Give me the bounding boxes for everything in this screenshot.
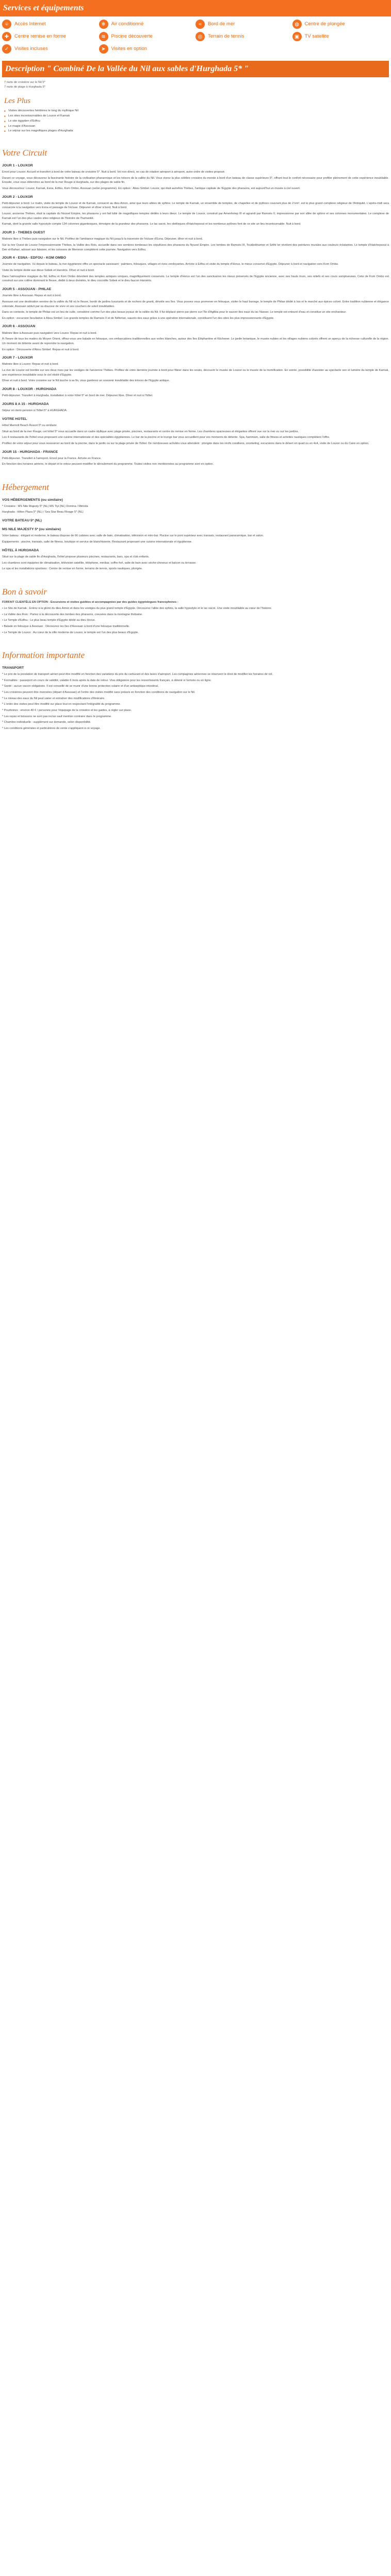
day-paragraph: Séjour en demi-pension à l'hôtel 5* à HURGHADA.	[2, 409, 68, 413]
hotel-line-2: Hurghada : Hilton Plaza 5* (NL) / Sea Star Beau Rivage 5* (NL)	[2, 511, 84, 514]
day-paragraph: Petit-déjeuner. Transfert à Hurghada. Installation à votre hôtel 5* en bord de mer. Déjeuner libre. Dîner et nuit à l'hôtel.	[2, 394, 153, 398]
services-grid	[0, 16, 391, 56]
hurghada-para-2: Les chambres sont équipées de climatisation, télévision satellite, téléphone, minibar, coffre-fort, salle de bain avec sèche-cheveux et balcon ou terrasse.	[2, 561, 197, 565]
nilboat-para-1: Votre bateau : élégant et moderne, le bateau dispose de 66 cabines avec salle de bain, climatisation, télévision et mini-bar. Piscine sur le pont supérieur avec transats, restaurant panoramique, bar et salon.	[2, 534, 264, 538]
beach-icon: ≈	[196, 20, 205, 29]
day-title: JOUR 5 - ASSOUAN - PHILAE	[2, 287, 52, 291]
nilboat-heading: VOTRE BATEAU 5* (NL)	[2, 519, 42, 523]
day-paragraph: La rive de Louxor est bordée sur ses deux rives par les vestiges de l'ancienne Thèbes. Profitez de votre dernière journée à bord pour flâner dans les souks, découvrir le musée de Louxor ou le musée de la momification. En soirée, possibilité d'assister au spectacle son et lumière du temple de Karnak, une expérience inoubliable sous le ciel étoilé d'Egypte.	[2, 369, 389, 377]
day-paragraph: Journée libre à Assouan. Repas et nuit à bord.	[2, 294, 62, 298]
good-to-know-paragraph: • Le Temple d'Edfou : Le plus beau temple d'Egypte dédié au dieu Horus.	[2, 619, 95, 622]
day-paragraph: Visite du temple dédié aux dieux Sobek et Haroëris. Dîner et nuit à bord.	[2, 269, 95, 273]
hotel-heading: Hébergement	[2, 482, 49, 493]
day-paragraph: Dans ce contexte, le temple de Philae est un lieu de culte, considéré comme l'un des plus beaux joyaux de la vallée du Nil. Il fut déplacé pierre par pierre sur l'île d'Agilkia pour le sauver des eaux du lac Nasser. Le temple est entouré d'eau et constitue un site enchanteur.	[2, 311, 347, 314]
plus-item: ■ Visites découvertes héritières le long du mythique Nil	[4, 109, 387, 114]
diving-icon: ◍	[292, 20, 302, 29]
good-to-know-list	[2, 600, 389, 635]
service-label: TV satellite	[304, 33, 329, 39]
service-item	[2, 20, 99, 29]
tennis-icon: ◎	[196, 32, 205, 41]
nilboat-subheading: MS NILE MAJESTY 5* (ou similaire)	[2, 528, 61, 532]
snowflake-icon: ❄	[99, 20, 108, 29]
good-to-know-paragraph: • Balade en felouque à Assouan : Découvrez les îles d'Assouan à bord d'une felouque traditionnelle.	[2, 625, 130, 629]
day-paragraph: Envol pour Louxor. Accueil et transfert à bord de votre bateau de croisière 5*. Nuit à bord. Vol non direct, en cas de rotation aéroport à aéroport, autre ordre de visites proposé.	[2, 170, 225, 174]
plus-list	[4, 109, 387, 134]
circuit-heading: Votre Circuit	[2, 148, 47, 158]
important-paragraph: * Le niveau des eaux du Nil peut varier et entraîner des modifications d'itinéraire.	[2, 697, 105, 700]
service-label: Bord de mer	[208, 21, 235, 27]
service-item	[99, 44, 196, 54]
day-paragraph: Dans l'atmosphère magique du Nil, Edfou et Kom Ombo dévoilent des temples antiques uniques, magnifiquement conservés. Le temple d'Horus est l'un des sanctuaires les mieux préservés de l'Egypte ancienne, avec ses hauts murs, ses reliefs et ses cours somptueuses. Celui de Kom Ombo est construit sur une colline dominant le fleuve, dédié à deux divinités, le dieu crocodile Sobek et le dieu faucon Haroëris.	[2, 275, 389, 283]
day-paragraph: À l'heure de tous les matins du Moyen Orient, offrez-vous une balade en felouque, ces embarcations traditionnelles aux voiles blanches, autour des îles Eléphantine et Kitchener. Le jardin botanique, le musée nubien et les villages nubiens colorés offrent un aperçu de la richesse culturelle de la région. Un moment de détente avant de reprendre la navigation.	[2, 337, 389, 345]
day-title: JOUR 7 - LOUXOR	[2, 356, 33, 360]
good-to-know-paragraph: • La Vallée des Rois : Partez à la découverte des tombes des pharaons, creusées dans la montagne thébaine.	[2, 613, 143, 616]
day-paragraph: En fonction des horaires aériens, le départ et le retour peuvent modifier le déroulement du programme. Toutes visites non mentionnées au programme sont en option.	[2, 463, 214, 466]
important-paragraph: * Formalités : passeport en cours de validité, valable 6 mois après la date de retour. Visa obligatoire pour les ressortissants français, à obtenir à l'arrivée ou en ligne.	[2, 679, 212, 682]
hurghada-para-1: Situé sur la plage de sable fin d'Hurghada, l'hôtel propose plusieurs piscines, restaurants, bars, spa et club enfants.	[2, 555, 150, 558]
service-item	[2, 44, 99, 54]
nights-line-2: 7 nuits de plage à Hurghada 5*	[4, 86, 45, 89]
service-item	[196, 32, 292, 41]
important-paragraph: * Les croisières peuvent être inversées (départ d'Assouan) et l'ordre des visites modifié sans préavis en fonction des conditions de navigation sur le Nil.	[2, 691, 196, 694]
day-paragraph: Karnak, dont la grande salle hypostyle compte 134 colonnes gigantesques, témoigne de la grandeur des pharaons. Le lac sacré, les obélisques d'Hatchepsout et les nombreux pylônes font de ce site un lieu incontournable. Nuit à bord.	[2, 223, 301, 226]
day-paragraph: Assouan est une destination sereine de la vallée du Nil où le fleuve, bordé de jardins luxuriants et de rochers de granit, dévoile ses îles. Vous pouvez vous promener en felouque, visiter le haut barrage, le temple de Philae dédié à Isis et le marché aux épices coloré. Entre tradition nubienne et élégance coloniale, Assouan séduit par sa douceur de vivre et ses couchers de soleil inoubliables.	[2, 300, 389, 308]
tv-icon: ▣	[292, 32, 302, 41]
plus-item: ■ Les sites incontournables de Louxor et Karnak	[4, 114, 387, 119]
day-paragraph: En option : excursion facultative à Abou Simbel. Les grands temples de Ramsès II et de Néfertari, sauvés des eaux grâce à une opération internationale, constituent l'un des sites les plus impressionnants d'Egypte.	[2, 316, 274, 320]
day-title: JOUR 15 - HURGHADA - FRANCE	[2, 450, 58, 454]
day-title: JOURS 8 A 15 - HURGHADA	[2, 402, 49, 406]
service-label: Accès Internet	[14, 21, 46, 27]
page	[0, 0, 391, 739]
day-paragraph: Sur la rive Ouest de Louxor l'impressionnante Thèbes, la Vallée des Rois, accueille dans ses sombres tombeaux les sépultures des pharaons du Nouvel Empire. Les tombes de Ramsès III, Toutânkhamon et Séthi Ier révèlent des peintures murales aux couleurs éclatantes. Le temple d'Hatchepsout à Deir el-Bahari, adossé aux falaises, et les colosses de Memnon complètent cette journée. Navigation vers Edfou.	[2, 243, 389, 251]
important-paragraph: * Santé : aucun vaccin obligatoire. Il est conseillé de se munir d'une bonne protection solaire et d'un antiseptique intestinal.	[2, 685, 159, 688]
day-paragraph: Matinée libre à Thèbes puis navigation sur le Nil. Profitez de l'ambiance magique du Nil jusqu'à la traversée de l'écluse d'Esna. Déjeuner, dîner et nuit à bord.	[2, 238, 203, 241]
day-title: JOUR 1 - LOUXOR	[2, 163, 33, 167]
nights-line-1: 7 nuits de croisière sur le Nil 5*	[4, 81, 45, 84]
day-title: VOTRE HOTEL	[2, 417, 27, 421]
day-title: JOUR 3 - THEBES OUEST	[2, 231, 45, 235]
service-label: Terrain de tennis	[208, 33, 245, 39]
route-icon: ➤	[99, 44, 108, 54]
service-label: Visites incluses	[14, 45, 48, 52]
pool-icon: ≋	[99, 32, 108, 41]
service-item	[196, 20, 292, 29]
description-heading: Description " Combiné De la Vallée du Nil aux sables d'Hurghada 5* "	[2, 61, 389, 77]
service-item	[2, 32, 99, 41]
service-item	[99, 20, 196, 29]
day-paragraph: Vous découvrirez: Louxor, Karnak, Esna, Edfou, Kom Ombo, Assouan (selon programme). En option : Abou Simbel. Louxor, qui était autrefois Thèbes, l'antique capitale de l'Egypte des pharaons, est aujourd'hui un musée à ciel ouvert.	[2, 187, 301, 190]
day-title: JOUR 8 - LOUXOR - HURGHADA	[2, 387, 57, 392]
service-item	[99, 32, 196, 41]
day-paragraph: Dîner et nuit à bord. Votre croisière sur le Nil touche à sa fin, vous garderez un souvenir inoubliable des trésors de l'Egypte antique.	[2, 379, 170, 383]
day-title: JOUR 6 - ASSOUAN	[2, 325, 36, 329]
circuit-days	[2, 163, 389, 467]
transport-heading: TRANSPORT	[2, 666, 24, 670]
good-to-know-paragraph: FORFAIT CLIENTÈLE EN OPTION - Excursions et visites guidées et accompagnées par des guides égyptologues francophones :	[2, 601, 178, 604]
day-paragraph: En option : Découverte d'Abou Simbel. Repas et nuit à bord.	[2, 348, 79, 351]
day-paragraph: Les 4 restaurants de l'hôtel vous proposent une cuisine internationale et des spécialités égyptiennes. Le bar de la piscine et le lounge bar vous accueillent pour vos moments de détente. Spa, hammam, salle de fitness et activités nautiques complètent l'offre.	[2, 436, 330, 439]
fitness-icon: ✚	[2, 32, 11, 41]
service-label: Centre de plongée	[304, 21, 345, 27]
day-paragraph: Profitez de votre séjour pour vous ressourcer au bord de la piscine, dans le jardin ou sur la plage privée de l'hôtel. De nombreuses activités vous attendent : plongée dans les récifs coralliens, snorkeling, excursions dans le désert en quad ou en 4x4, visite de Louxor ou du Caire en option.	[2, 442, 369, 445]
day-paragraph: Durant ce voyage, vous découvrez la fascinante histoire de la civilisation pharaonique et les trésors de la vallée du Nil. Vous vivrez la plus célèbre croisière du monde à bord d'un bateau de classe supérieure 5*, offrant tout le confort nécessaire pour profiter pleinement de cette expérience inoubliable. Ensuite, vous vous détendrez au bord de la mer Rouge à Hurghada, sur des plages de sable fin.	[2, 176, 389, 184]
service-label: Air conditionné	[111, 21, 144, 27]
day-paragraph: Petit-déjeuner. Transfert à l'aéroport. Envol pour la France. Arrivée en France.	[2, 456, 102, 460]
plus-heading: Les Plus	[4, 96, 31, 105]
service-label: Piscine découverte	[111, 33, 153, 39]
important-list	[2, 672, 389, 731]
good-to-know-paragraph: • Le Site de Karnak : Entrez à la gloire du dieu Amon et dans les vestiges du plus grand temple d'Egypte. Découvrez l'allée des sphinx, la salle hypostyle et le lac sacré. Une visite inoubliable au cœur de l'histoire.	[2, 607, 272, 611]
hotel-line-1: * Croisière : MS Nile Majesty 5* (NL) MS Tiyi (NL) Domina / Mirinda	[2, 504, 88, 508]
services-heading: Services et équipements	[0, 0, 391, 16]
day-paragraph: Situé au bord de la mer Rouge, cet hôtel 5* vous accueille dans un cadre idyllique avec plage privée, piscines, restaurants et centre de remise en forme. Les chambres spacieuses et élégantes offrent vue sur la mer ou sur les jardins.	[2, 430, 299, 433]
important-paragraph: * Le prix de la prestation de transport aérien peut être modifié en fonction des variations du prix du carburant et des taxes d'aéroport. Les compagnies aériennes se réservent le droit de modifier les horaires de vol.	[2, 673, 273, 676]
service-item	[292, 32, 389, 41]
day-paragraph: Journée de navigation. Vu depuis le bateau, la rive égyptienne offre un spectacle saisissant : palmiers, felouques, villages et rives verdoyantes. Arrivée à Edfou et visite du temple d'Horus, le mieux conservé d'Egypte. Déjeuner à bord et navigation vers Kom Ombo.	[2, 263, 339, 266]
hurghada-para-3: Le spa et les installations sportives : Centre de remise en forme, terrains de tennis, sports nautiques, plongée.	[2, 567, 143, 571]
service-item	[292, 20, 389, 29]
plus-item: ■ Le site égyptien d'Edfou	[4, 119, 387, 124]
wifi-icon: ⌾	[2, 20, 11, 29]
service-label: Visites en option	[111, 45, 148, 52]
plus-item: ■ Le séjour sur les magnifiques plages d'Hurghada	[4, 129, 387, 134]
day-title: JOUR 2 - LOUXOR	[2, 195, 33, 199]
important-paragraph: * Les conditions générales et particulières de vente s'appliquent à ce voyage.	[2, 726, 101, 730]
service-label: Centre remise en forme	[14, 33, 66, 39]
hurghada-hotel-heading: HÔTEL À HURGHADA	[2, 548, 39, 552]
ticket-icon: ✓	[2, 44, 11, 54]
day-paragraph: Hôtel Marriott Beach Resort 5* ou similaire	[2, 423, 57, 427]
important-paragraph: * Chambre individuelle : supplément sur demande, selon disponibilité.	[2, 721, 91, 724]
important-heading: Information importante	[2, 650, 85, 660]
day-paragraph: Louxor, ancienne Thèbes, était la capitale du Nouvel Empire, les pharaons y ont fait bâtir de magnifiques temples dédiés à leurs dieux. Le temple de Louxor, construit par Amenhotep III et agrandi par Ramsès II, impressionne par son allée de sphinx et ses colonnes monumentales. Le complexe de Karnak est l'un des plus vastes sites religieux de l'histoire de l'humanité.	[2, 212, 389, 220]
plus-item: ■ Le magie d'Assouan	[4, 124, 387, 129]
day-paragraph: Petit-déjeuner à bord. Le matin, visite du temple de Louxor et de Karnak, consacré au dieu Amon, ainsi que leurs allées de sphinx. Le temple de Karnak, un ensemble de temples, de chapelles et de pylônes couvrant plus de 2 km², est le plus grand complexe religieux de l'Antiquité. L'après-midi sera consacrée à la navigation vers Esna et passage de l'écluse. Déjeuner et dîner à bord. Nuit à bord.	[2, 201, 389, 210]
important-paragraph: * Pourboires : environ 40 € / personne pour l'équipage de la croisière et les guides, à régler sur place.	[2, 709, 132, 712]
nilboat-para-2: Équipements : piscine, transats, salle de fitness, boutique et service de blanchisserie. Restaurant proposant une cuisine internationale et égyptienne.	[2, 540, 192, 544]
good-to-know-paragraph: • Le Temple de Louxor : Au cœur de la ville moderne de Louxor, le temple est l'un des plus beaux d'Egypte.	[2, 631, 139, 634]
important-paragraph: * Les repas et boissons ne sont pas inclus sauf mention contraire dans le programme.	[2, 715, 112, 718]
hotel-subheading: VOS HÉBERGEMENTS (ou similaire)	[2, 498, 63, 502]
day-paragraph: Matinée libre à Louxor. Repas et nuit à bord.	[2, 363, 59, 366]
day-paragraph: Matinée libre à Assouan puis navigation vers Louxor. Repas et nuit à bord.	[2, 331, 97, 335]
important-paragraph: * L'ordre des visites peut être modifié sur place tout en respectant l'intégralité du programme.	[2, 703, 121, 706]
day-title: JOUR 4 - ESNA - EDFOU - KOM OMBO	[2, 256, 66, 260]
good-to-know-heading: Bon à savoir	[2, 586, 47, 597]
